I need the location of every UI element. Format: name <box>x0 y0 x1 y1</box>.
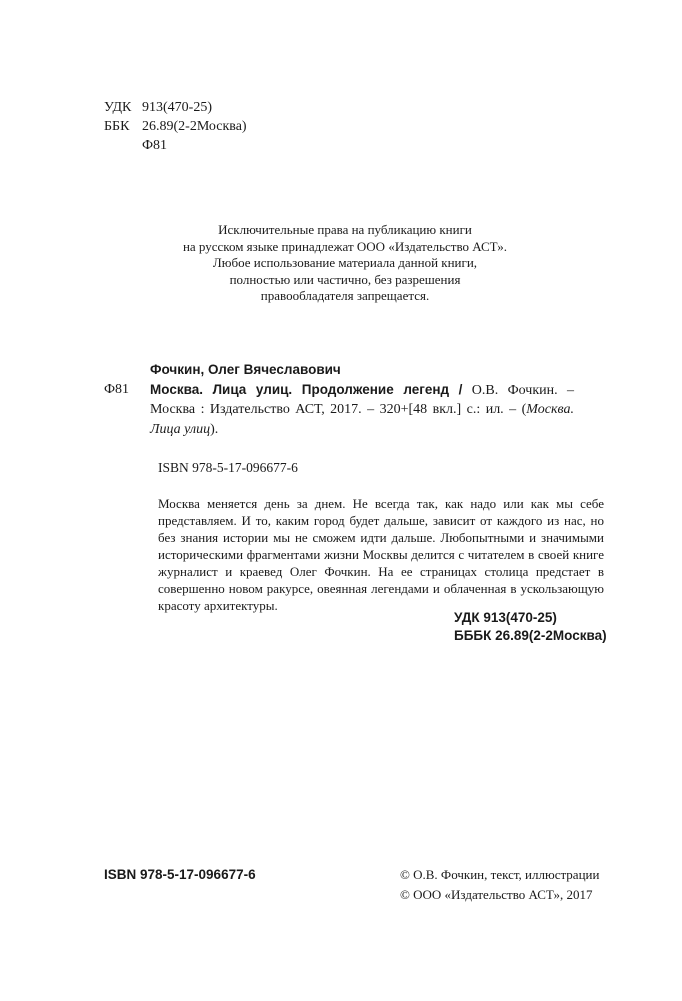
rights-line: полностью или частично, без разрешения <box>229 271 461 287</box>
bbk-label: ББК <box>104 119 130 134</box>
series-name: Москва. Лица улиц <box>150 402 574 437</box>
copyright-line: © О.В. Фочкин, текст, иллюстрации <box>400 867 600 882</box>
description-end: ). <box>210 421 219 437</box>
udk-value: 913(470-25) <box>142 100 212 115</box>
book-title: Москва. Лица улиц. Продолжение легенд / <box>150 381 463 397</box>
rights-notice <box>150 222 540 305</box>
udk-row <box>104 98 247 117</box>
catalog-author: Фочкин, Олег Вячеславович <box>150 362 341 377</box>
catalog-entry <box>104 360 574 439</box>
classification-codes <box>104 98 247 155</box>
author-code: Ф81 <box>142 138 168 153</box>
udk-label: УДК <box>104 100 132 115</box>
rights-line: Любое использование материала данной книги, <box>212 255 478 270</box>
catalog-code: Ф81 <box>104 381 130 397</box>
copyright-line: © ООО «Издательство АСТ», 2017 <box>400 887 593 902</box>
annotation-text: Москва меняется день за днем. Не всегда так, как надо или как мы себе представляем. И то, каким город будет дальше, зависит от каждого из нас, но без знания истории мы не сможем идти дальше. Любопытными и значимыми историческими фрагментами жизни Москвы делится с читателем в своей книге журналист и краевед Олег Фочкин. На ее страницах столица предстает в совершенно новом ракурсе, овеянная легендами и облаченная в ускользающую красоту архитектуры. <box>158 496 604 613</box>
rights-line: на русском языке принадлежат ООО «Издательство АСТ». <box>182 238 508 254</box>
bottom-classification <box>454 609 607 645</box>
copyright-notice <box>400 865 599 905</box>
isbn-bottom: ISBN 978-5-17-096677-6 <box>104 867 256 882</box>
catalog-entry-body <box>104 380 574 440</box>
rights-line: правообладателя запрещается. <box>260 288 430 303</box>
isbn-top: ISBN 978-5-17-096677-6 <box>158 460 298 475</box>
bbk-value: 26.89(2-2Москва) <box>142 119 247 134</box>
publication-info: О.В. Фочкин. – Москва : Издательство АСТ, 2017. – 320+[48 вкл.] с.: ил. – ( <box>150 382 574 417</box>
bbk-row <box>104 117 247 136</box>
catalog-description <box>150 380 574 440</box>
annotation <box>158 495 604 614</box>
rights-line: Исключительные права на публикацию книги <box>218 222 472 237</box>
bottom-udk: УДК 913(470-25) <box>454 610 557 625</box>
bottom-bbk: БББК 26.89(2-2Москва) <box>454 628 607 643</box>
